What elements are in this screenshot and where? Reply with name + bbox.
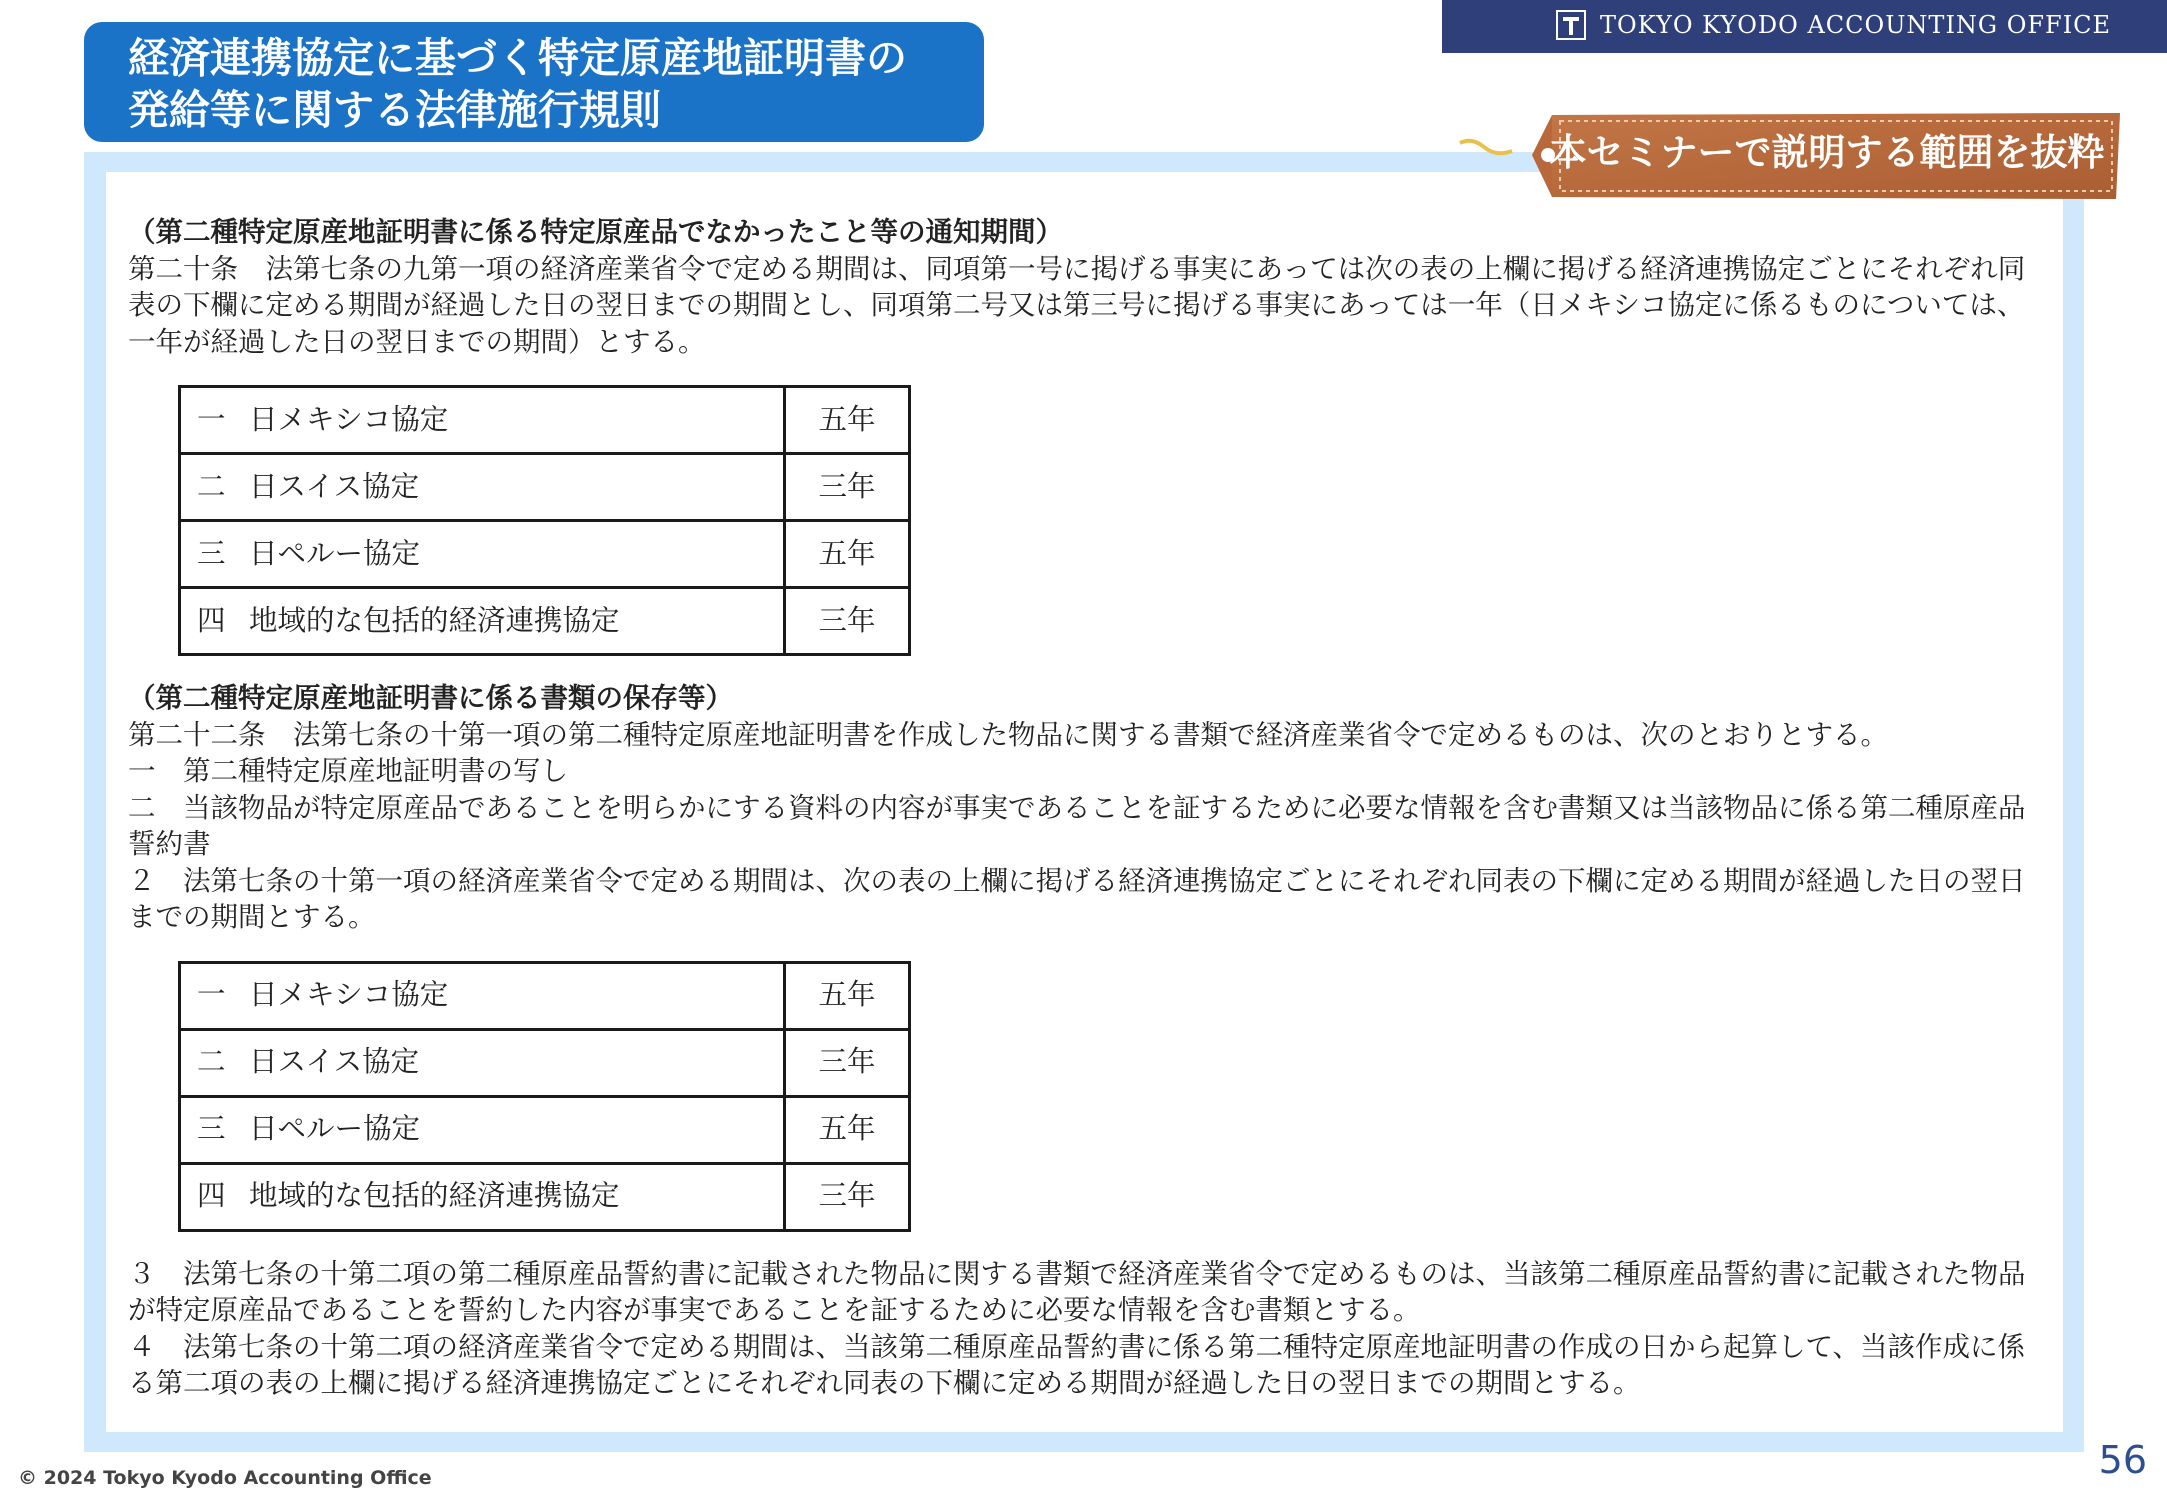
slide-title-line-1: 経済連携協定に基づく特定原産地証明書の	[128, 34, 907, 82]
section-2-heading: （第二種特定原産地証明書に係る書類の保存等）	[128, 682, 733, 714]
seminar-scope-label: 本セミナーで説明する範囲を抜粋	[1549, 131, 2105, 174]
seminar-scope-tag	[1452, 107, 2122, 203]
table-row	[180, 387, 910, 454]
agreement-name: 地域的な包括的経済連携協定	[249, 1179, 620, 1213]
period-table-1	[178, 385, 911, 656]
table-row	[180, 1163, 910, 1230]
slide-title-box	[84, 22, 984, 142]
row-number: 二	[197, 469, 226, 503]
table-row	[180, 588, 910, 655]
table-row	[180, 1096, 910, 1163]
copyright-footer: © 2024 Tokyo Kyodo Accounting Office	[18, 1467, 432, 1489]
agreement-name: 日ペルー協定	[249, 536, 421, 570]
section-1-heading: （第二種特定原産地証明書に係る特定原産品でなかったこと等の通知期間）	[128, 216, 1063, 248]
slide-title-line-2: 発給等に関する法律施行規則	[128, 86, 661, 134]
period-cell: 三年	[785, 588, 910, 655]
agreement-name: 日メキシコ協定	[249, 978, 449, 1012]
agreement-name: 地域的な包括的経済連携協定	[249, 603, 620, 637]
law-text	[128, 214, 2048, 1402]
table-row	[180, 521, 910, 588]
article-22-paragraph: 第二十二条 法第七条の十第一項の第二種特定原産地証明書を作成した物品に関する書類で経済産業省令で定めるものは、次のとおりとする。	[128, 718, 1888, 751]
period-cell: 三年	[785, 1163, 910, 1230]
table-row	[180, 962, 910, 1029]
row-number: 二	[197, 1045, 226, 1079]
row-number: 一	[197, 402, 226, 436]
row-number: 四	[197, 603, 226, 637]
period-cell: 五年	[785, 1096, 910, 1163]
agreement-name: 日メキシコ協定	[249, 402, 449, 436]
period-cell: 五年	[785, 387, 910, 454]
row-number: 四	[197, 1179, 226, 1213]
row-number: 三	[197, 536, 226, 570]
article-22-item-1: 一 第二種特定原産地証明書の写し	[128, 755, 568, 787]
page-number: 56	[2098, 1438, 2147, 1482]
row-number: 一	[197, 978, 226, 1012]
period-cell: 五年	[785, 962, 910, 1029]
period-cell: 三年	[785, 1029, 910, 1096]
period-cell: 三年	[785, 454, 910, 521]
table-row	[180, 454, 910, 521]
agreement-name: 日スイス協定	[249, 469, 420, 503]
company-name: TOKYO KYODO ACCOUNTING OFFICE	[1600, 11, 2112, 39]
company-header-bar	[1442, 0, 2167, 53]
agreement-name: 日スイス協定	[249, 1045, 420, 1079]
article-22-item-2: 二 当該物品が特定原産品であることを明らかにする資料の内容が事実であることを証するために必要な情報を含む書類又は当該物品に係る第二種原産品誓約書	[128, 791, 2026, 860]
tk-logo-icon	[1556, 10, 1586, 40]
article-22-paragraph-4: ４ 法第七条の十第二項の経済産業省令で定める期間は、当該第二種原産品誓約書に係る第二種特定原産地証明書の作成の日から起算して、当該作成に係る第二項の表の上欄に掲げる経済連携協定ごとにそれぞれ同表の下欄に定める期間が経過した日の翌日までの期間とする。	[128, 1330, 2025, 1399]
agreement-name: 日ペルー協定	[249, 1112, 421, 1146]
period-table-2	[178, 961, 911, 1232]
article-22-paragraph-3: ３ 法第七条の十第二項の第二種原産品誓約書に記載された物品に関する書類で経済産業省令で定めるものは、当該第二種原産品誓約書に記載された物品が特定原産品であることを誓約した内容が事実であることを証するために必要な情報を含む書類とする。	[128, 1257, 2026, 1326]
row-number: 三	[197, 1112, 226, 1146]
article-22-paragraph-2: ２ 法第七条の十第一項の経済産業省令で定める期間は、次の表の上欄に掲げる経済連携協定ごとにそれぞれ同表の下欄に定める期間が経過した日の翌日までの期間とする。	[128, 864, 2026, 933]
period-cell: 五年	[785, 521, 910, 588]
article-20-paragraph: 第二十条 法第七条の九第一項の経済産業省令で定める期間は、同項第一号に掲げる事実にあっては次の表の上欄に掲げる経済連携協定ごとにそれぞれ同表の下欄に定める期間が経過した日の翌日までの期間とし、同項第二号又は第三号に掲げる事実にあっては一年（日メキシコ協定に係るものについては、一年が経過した日の翌日までの期間）とする。	[128, 252, 2026, 358]
table-row	[180, 1029, 910, 1096]
